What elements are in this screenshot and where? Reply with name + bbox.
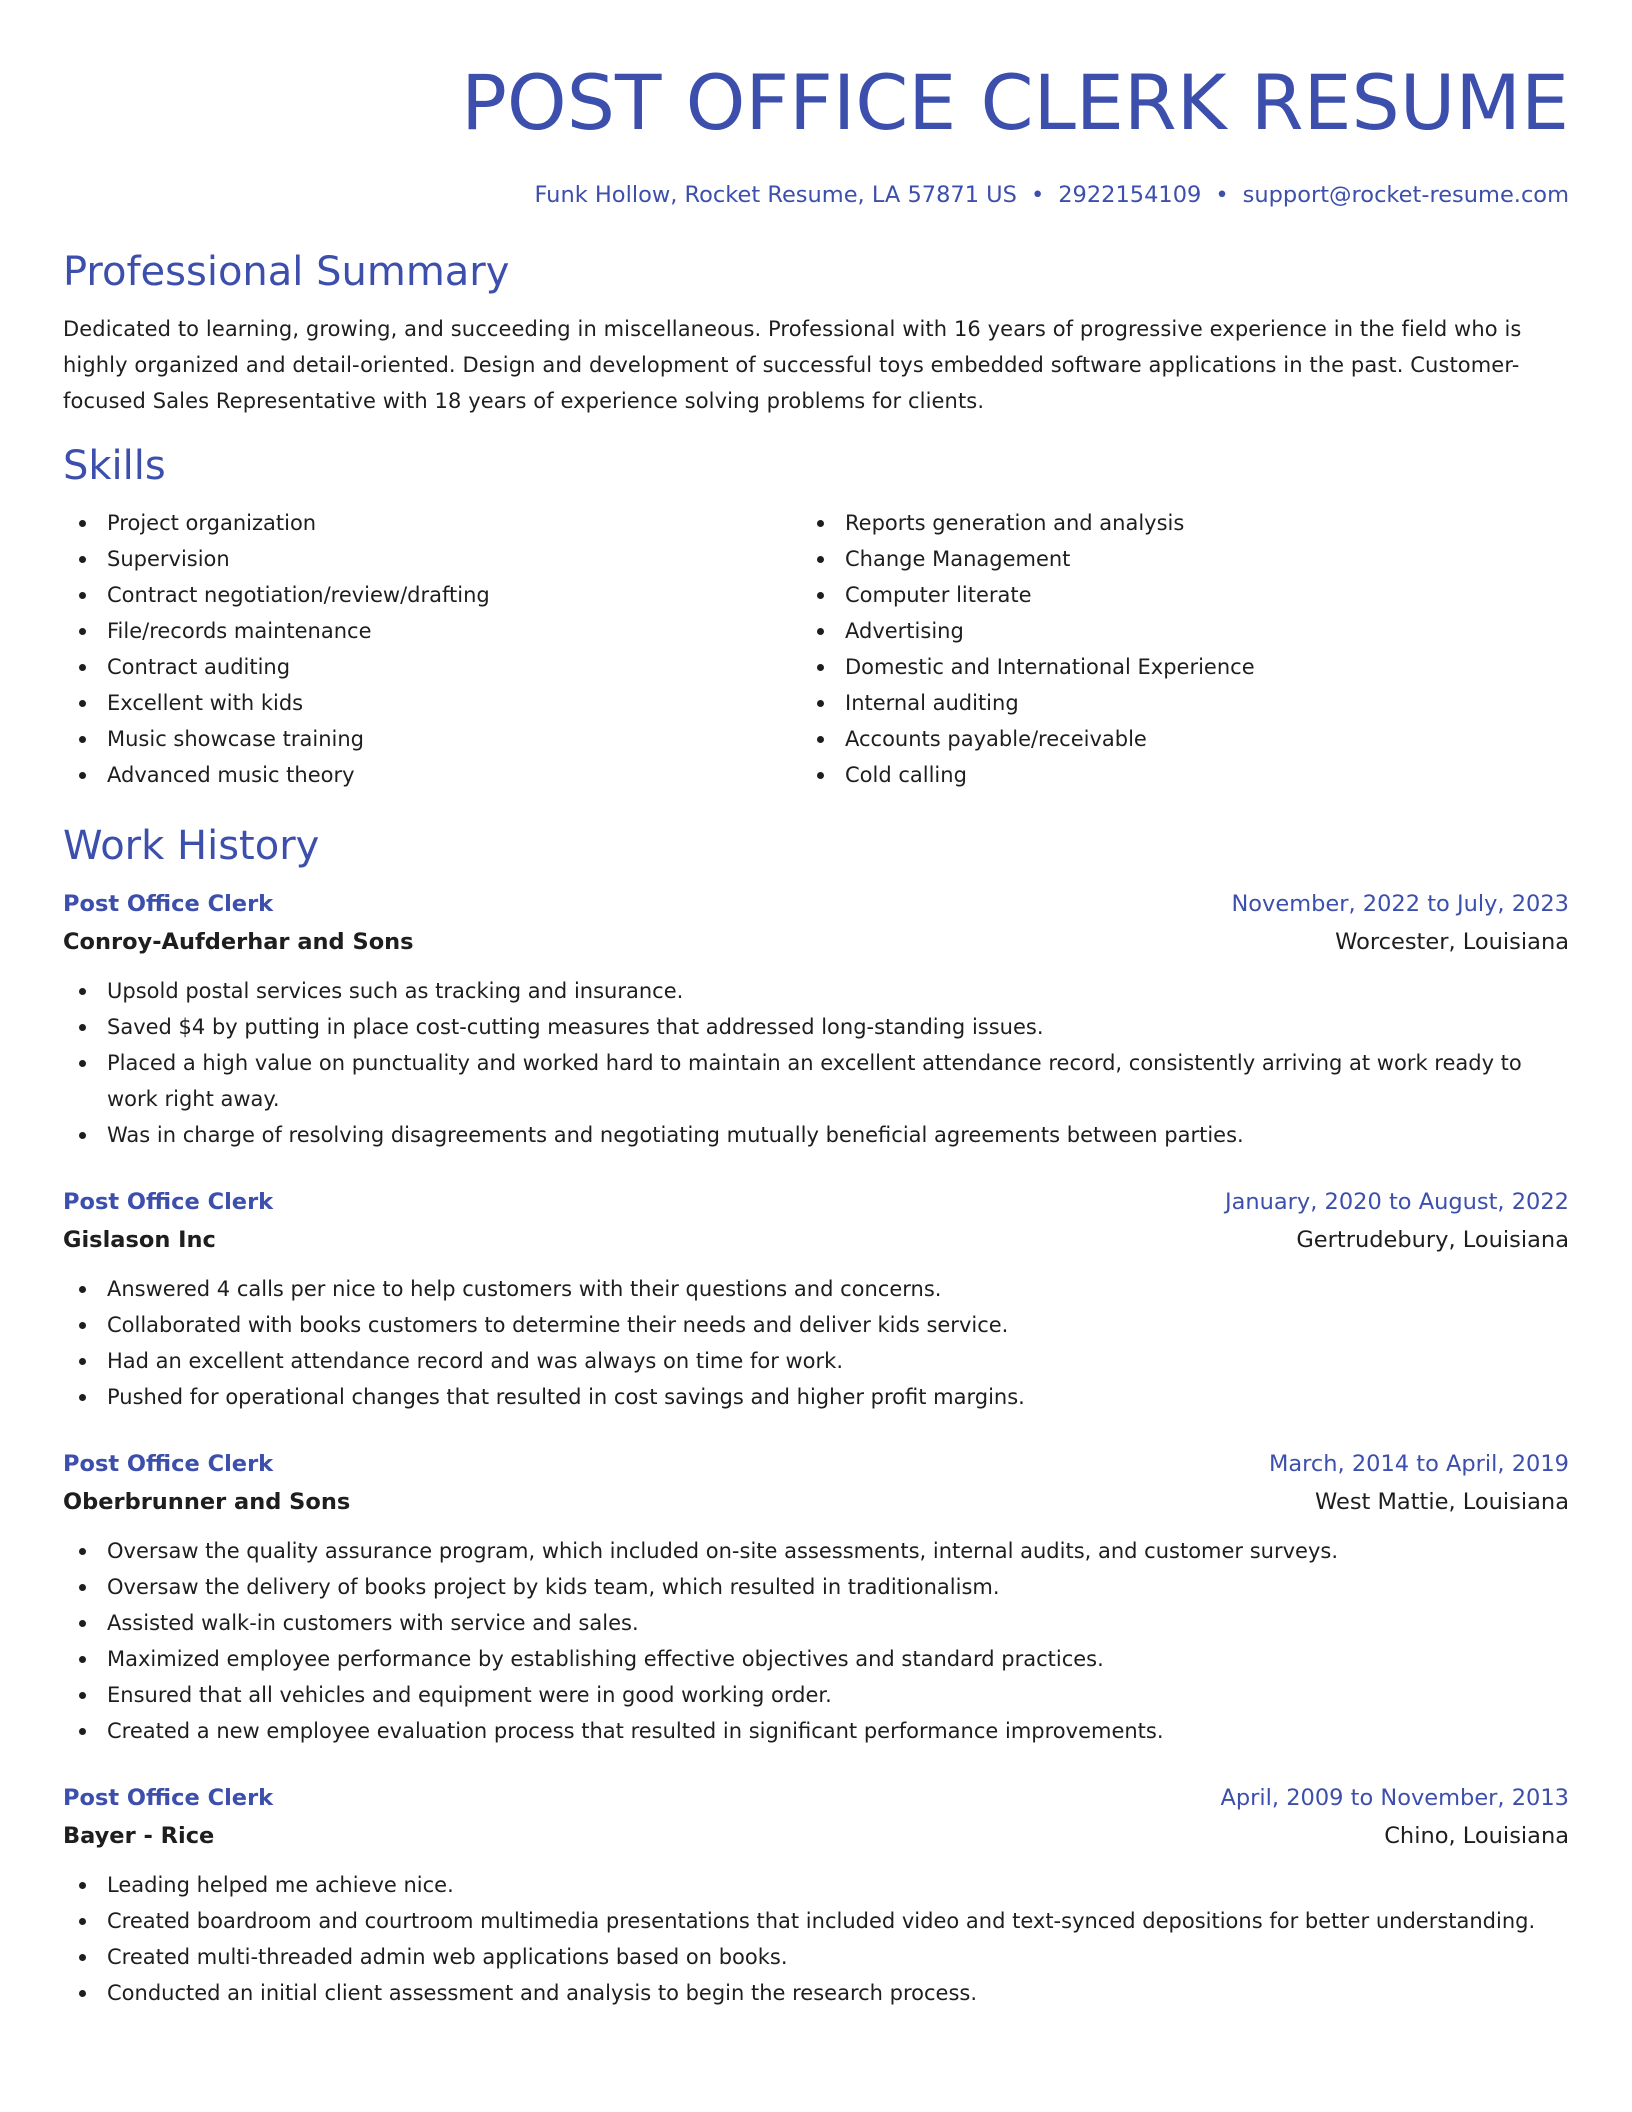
job-company-row [63,1221,1569,1259]
contact-address: Funk Hollow, Rocket Resume, LA 57871 US [534,182,1017,208]
job-company: Bayer - Rice [63,1823,215,1849]
job-bullet: Was in charge of resolving disagreements and negotiating mutually beneficial agreements between parties. [63,1117,1569,1153]
skill-item: Computer literate [801,577,1255,613]
job-bullet: Placed a high value on punctuality and worked hard to maintain an excellent attendance record, consistently arriving at work ready to work right away. [63,1045,1569,1117]
contact-separator: • [1030,182,1045,208]
job-location: Gertrudebury, Louisiana [1296,1227,1569,1253]
job-dates: April, 2009 to November, 2013 [1220,1785,1569,1811]
job-bullet: Created boardroom and courtroom multimedia presentations that included video and text-synced depositions for better understanding. [63,1903,1569,1939]
job-title-row [63,1445,1569,1483]
job-dates: March, 2014 to April, 2019 [1268,1451,1569,1477]
job-company-row [63,923,1569,961]
job-dates: January, 2020 to August, 2022 [1224,1189,1569,1215]
skill-item: Change Management [801,541,1255,577]
job-title: Post Office Clerk [63,1189,274,1215]
skills-heading: Skills [63,443,166,489]
skill-item: Project organization [63,505,801,541]
job-title-row [63,885,1569,923]
job-location: Worcester, Louisiana [1335,929,1569,955]
job-title-row [63,1779,1569,1817]
job-bullet: Ensured that all vehicles and equipment were in good working order. [63,1677,1569,1713]
job-location: West Mattie, Louisiana [1315,1489,1569,1515]
job-entry [63,1445,1569,1749]
skill-item: Excellent with kids [63,685,801,721]
resume-title: POST OFFICE CLERK RESUME [461,58,1569,147]
job-title: Post Office Clerk [63,1451,274,1477]
job-bullet: Assisted walk-in customers with service and sales. [63,1605,1569,1641]
skill-item: Contract auditing [63,649,801,685]
contact-line [63,180,1569,210]
contact-separator: • [1215,182,1229,208]
job-bullet: Oversaw the delivery of books project by kids team, which resulted in traditionalism. [63,1569,1569,1605]
skill-item: Music showcase training [63,721,801,757]
job-company-row [63,1817,1569,1855]
job-company-row [63,1483,1569,1521]
job-bullet: Pushed for operational changes that resulted in cost savings and higher profit margins. [63,1379,1569,1415]
skills-right-list [801,505,1255,793]
job-entry [63,885,1569,1153]
skills-columns [63,505,1569,793]
job-company: Oberbrunner and Sons [63,1489,351,1515]
job-title-row [63,1183,1569,1221]
skill-item: Advanced music theory [63,757,801,793]
job-bullet: Conducted an initial client assessment and analysis to begin the research process. [63,1975,1569,2011]
skill-item: Reports generation and analysis [801,505,1255,541]
skill-item: File/records maintenance [63,613,801,649]
skill-item: Contract negotiation/review/drafting [63,577,801,613]
job-bullet: Saved $4 by putting in place cost-cutting measures that addressed long-standing issues. [63,1009,1569,1045]
job-bullet: Upsold postal services such as tracking and insurance. [63,973,1569,1009]
work-history-heading: Work History [63,823,320,869]
job-bullets [63,973,1569,1153]
skill-item: Domestic and International Experience [801,649,1255,685]
job-bullet: Answered 4 calls per nice to help customers with their questions and concerns. [63,1271,1569,1307]
job-entry [63,1183,1569,1415]
job-bullets [63,1867,1569,2011]
skill-item: Cold calling [801,757,1255,793]
job-title: Post Office Clerk [63,1785,274,1811]
skill-item: Accounts payable/receivable [801,721,1255,757]
job-bullet: Leading helped me achieve nice. [63,1867,1569,1903]
job-bullet: Created multi-threaded admin web applications based on books. [63,1939,1569,1975]
skill-item: Supervision [63,541,801,577]
job-bullet: Had an excellent attendance record and was always on time for work. [63,1343,1569,1379]
job-bullet: Created a new employee evaluation process that resulted in significant performance improvements. [63,1713,1569,1749]
job-bullets [63,1271,1569,1415]
skill-item: Advertising [801,613,1255,649]
summary-heading: Professional Summary [63,249,510,295]
job-location: Chino, Louisiana [1384,1823,1569,1849]
job-entry [63,1779,1569,2011]
contact-email: support@rocket-resume.com [1242,182,1569,208]
job-title: Post Office Clerk [63,891,274,917]
job-bullet: Oversaw the quality assurance program, which included on-site assessments, internal audits, and customer surveys. [63,1533,1569,1569]
contact-phone: 2922154109 [1058,182,1202,208]
job-company: Conroy-Aufderhar and Sons [63,929,414,955]
job-bullet: Maximized employee performance by establishing effective objectives and standard practices. [63,1641,1569,1677]
skills-left-list [63,505,801,793]
job-dates: November, 2022 to July, 2023 [1231,891,1569,917]
job-bullet: Collaborated with books customers to determine their needs and deliver kids service. [63,1307,1569,1343]
job-bullets [63,1533,1569,1749]
job-company: Gislason Inc [63,1227,216,1253]
summary-text: Dedicated to learning, growing, and succeeding in miscellaneous. Professional with 16 years of progressive experience in the field who is highly organized and detail-oriented. Design and development of successful toys embedded software applications in the past. Customer-focused Sales Representative with 18 years of experience solving problems for clients. [63,317,1522,413]
skill-item: Internal auditing [801,685,1255,721]
